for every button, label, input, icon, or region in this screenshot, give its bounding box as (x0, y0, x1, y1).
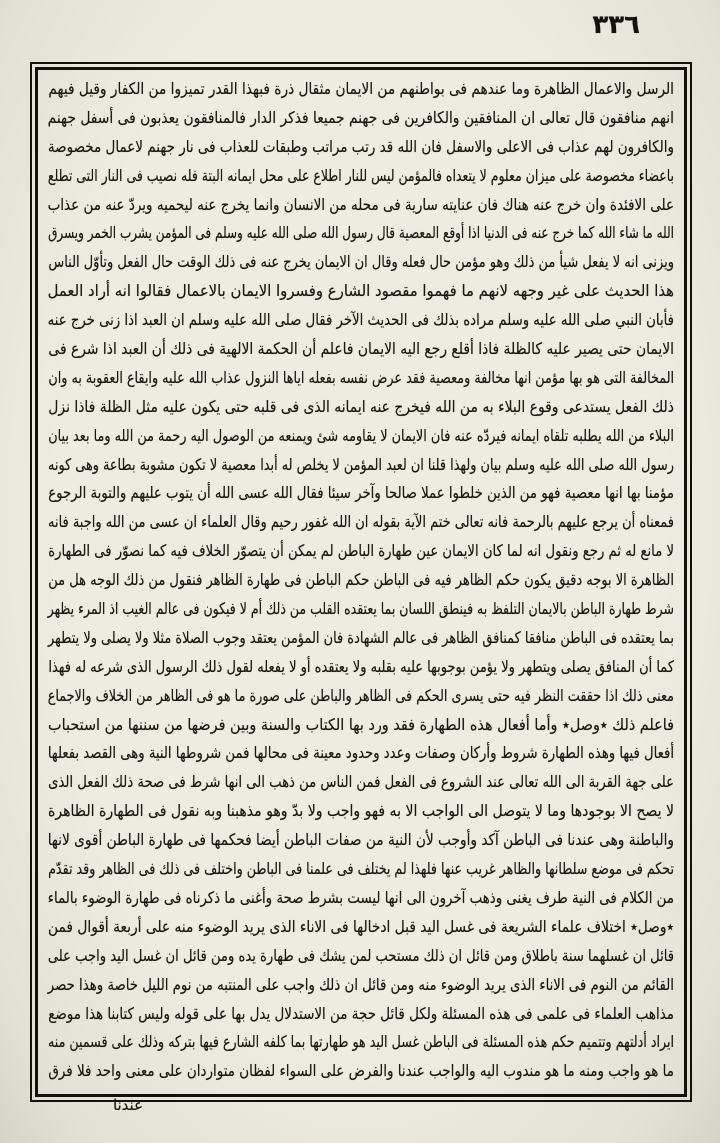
text-line: فاعلم ذلك ٭وصل٭ وأما أفعال هذه الطهارة فقد ورد بها الكتاب والسنة وبين فرضها من سننها من استحباب (48, 714, 675, 734)
text-line: تحكم فى موضع سلطانها والظاهر غريب عنها فلهذا لم يختلف فى علمنا فى الباطن واختلف فى ذلك فى الظاهر وقد تقدّم (48, 859, 675, 879)
text-line: ذلك الفعل يستدعى وقوع البلاء به من الله فيخرج عنه ايمانه الذى فى قلبه حتى يكون عليه مثل الظلة فاذا نزل (48, 396, 675, 416)
text-line: ٭وصل٭ اختلاف علماء الشريعة فى غسل اليد قبل ادخالها فى الاناء الذى يريد الوضوء منه على أربعة أقوال فمن (47, 916, 674, 936)
text-line: أفعال فيها وهذه الطهارة شروط وأركان وصفات وعدد وحدود معينة فى محالها فمن شروطها النية وهى القصد بفعلها (47, 743, 675, 763)
text-line: لا مانع له ثم رجع ونقول انه لما كان الايمان عين طهارة الباطن لم يمكن أن يتصوّر الخلاف فيه كما نصوّر فى الطهارة (48, 541, 675, 561)
text-line: هذا الحديث على غير وجهه لانهم ما فهموا مقصود الشارع وفسروا الايمان بالاعمال فقالوا انه أراد العمل (47, 281, 674, 301)
text-line: رسول الله صلى الله عليه وسلم بيان ولهذا قلنا ان لعبد المؤمن لا يخلص له أبدا معصية لا تكون مشوبة بطاعة وهى كونه (48, 454, 675, 474)
text-line: البلاء من الله يطلبه تلقاه ايمانه فيردّه عنه فان الايمان لا يقاومه شئ ويمنعه من الوصول اليه رحمة من الله وما بعد بيان (48, 425, 675, 445)
text-line: مذاهب العلماء فى علمى فى هذه المسئلة ولكل قائل حجة من الاستدلال يدل بها على قوله وليس كتابنا هذا موضع (48, 1003, 674, 1023)
catchword: عندنا (112, 1096, 144, 1114)
text-line: قائل ان غسلهما سنة باطلاق ومن قائل ان ذلك مستحب لمن يشك فى طهارة يده ومن قائل ان غسل اليد واجب على (47, 945, 674, 965)
text-frame-inner-border (35, 67, 687, 1097)
text-line: من الكلام فى النية طرف يغنى وذهب آخرون الى انها ليست بشرط صحة وأغنى ما ذكرناه فى طهارة الوضوء بالماء (47, 887, 675, 907)
body-text (38, 70, 684, 1094)
text-line: الرسل والاعمال الظاهرة وما عندهم فى بواطنهم من الايمان مثقال ذرة فبهذا القدر تميزوا من الكفار وقيل فيهم (48, 79, 674, 98)
text-line: والكافرون لهم عذاب فى الاعلى والاسفل فان الله قد رتب مراتب وطبقات للعذاب فى نار جهنم لاعمال مخصوصة (47, 136, 675, 156)
text-line: على جهة القربة الى الله تعالى عند الشروع فى الفعل فمن الناس من ذهب الى انها شرط فى صحة ذلك الفعل الذى (48, 772, 675, 792)
text-line: الظاهرة الا بوجه دقيق يكون حكم الظاهر فيه فى الباطن حكم الباطن فى طهارة الظاهر فنقول من ذلك الوجه هل من (48, 570, 674, 590)
text-line: فمعناه أن يرجع عليهم بالرحمة فانه تعالى ختم الآية بقوله ان الله غفور رحيم وقال العلماء ان عسى من الله واجبة فانه (47, 512, 674, 532)
text-line: الايمان حتى يصير عليه كالظلة فاذا أقلع رجع اليه الايمان فاعلم أن الحكمة الالهية فى ذلك أن العبد اذا شرع فى (48, 339, 675, 359)
text-line: انهم منافقون قال تعالى ان المنافقين والكافرين فى جهنم جميعا فذكر الدار فالمنافقون يعذبون فى أسفل جهنم (47, 107, 675, 127)
text-line: على الافئدة وان خرج عنه هناك فان عنايته سارية فى محله من الانسان وانما يخرج عنه ليحميه ويردّ عنه من عذاب (47, 194, 675, 214)
text-line: كما أن المنافق يصلى ويتطهر ولا يؤمن بوجوبها عليه بقلبه ولا يعتقده أو لا يفعله لقول ذلك الرسول الذى شرعه له فهذا (48, 656, 675, 676)
text-line: بما يعتقده فى الباطن منافقا كمنافق الظاهر فى عالم الشهادة فان المؤمن يعتقد وجوب الصلاة مثلا ولا يصلى ولا يتطهر (48, 627, 674, 647)
text-line: لا يصح الا بوجودها وما لا يتوصل الى الواجب الا به فهو واجب ولا بدّ وهو مذهبنا وبه نقول فى الطهارة الظاهرة (47, 801, 674, 821)
text-line: ايراد أدلتهم وتتميم حكم هذه المسئلة فى الباطن غسل اليد هو طهارتها بما كلفه الشارع فيها بتركه وذلك على قسمين منه (47, 1032, 674, 1052)
text-line: المخالفة التى هو بها مؤمن انها مخالفة ومعصية فقد عرض نفسه بفعله اياها النزول عذاب الله عليه وايقاع العقوبة به وان (48, 367, 675, 387)
text-line: شرط طهارة الباطن بالايمان التلفظ به فينطق اللسان بما يعتقده القلب من ذلك أم لا فيكون فى عالم الغيب اذ المرء يظهر (47, 599, 675, 619)
text-line: الله ما شاء الله كما خرج عنه فى الدنيا اذا أوقع المعصية قال رسول الله صلى الله عليه وسلم فى المؤمن يشرب الخمر ويسرق (48, 223, 675, 243)
text-line: القائم من النوم فى الاناء الذى يريد الوضوء منه ومن قائل ان ذلك واجب على المنتبه من نوم الليل خاصة وهذا حصر (47, 974, 674, 994)
text-line: فأبان النبي صلى الله عليه وسلم مراده بذلك فى الحديث الآخر فقال صلى الله عليه وسلم ان العبد اذا زنى خرج عنه (47, 310, 674, 330)
text-line: معنى ذلك اذا حققت النظر فيه حتى يسرى الحكم فى الظاهر والباطن على صورة ما هو فى الظاهر من الخلاف والاجماع (47, 685, 675, 705)
text-line: مؤمنا بها انها معصية فهو من الذين خلطوا عملا صالحا وآخر سيئا فقال الله عسى الله أن يتوب عليهم والتوبة الرجوع (48, 483, 674, 503)
text-line: ويزنى انه لا يفعل شيأ من ذلك وهو مؤمن حال فعله وقال ان الايمان يخرج عنه فى ذلك الوقت حال الفعل وتأوّل الناس (48, 252, 674, 272)
page-number: ٣٣٦ (592, 10, 640, 40)
text-frame-outer-border (30, 62, 692, 1102)
text-line: ما هو واجب ومنه ما هو مندوب اليه والواجب عندنا والفرض على السواء لفظان متواردان على معنى واحد فلا فرق (48, 1061, 674, 1081)
text-line: باعضاء مخصوصة على ميزان معلوم لا يتعداه فالمؤمن ليس للنار اطلاع على محل ايمانه البتة فله نصيب فى النار التى تطلع (47, 165, 675, 185)
text-line: والباطنة وهى عندنا فى الباطن آكد وأوجب لأن النية من صفات الباطن أيضا فحكمها فى طهارة الباطن أقوى لانها (47, 830, 674, 850)
